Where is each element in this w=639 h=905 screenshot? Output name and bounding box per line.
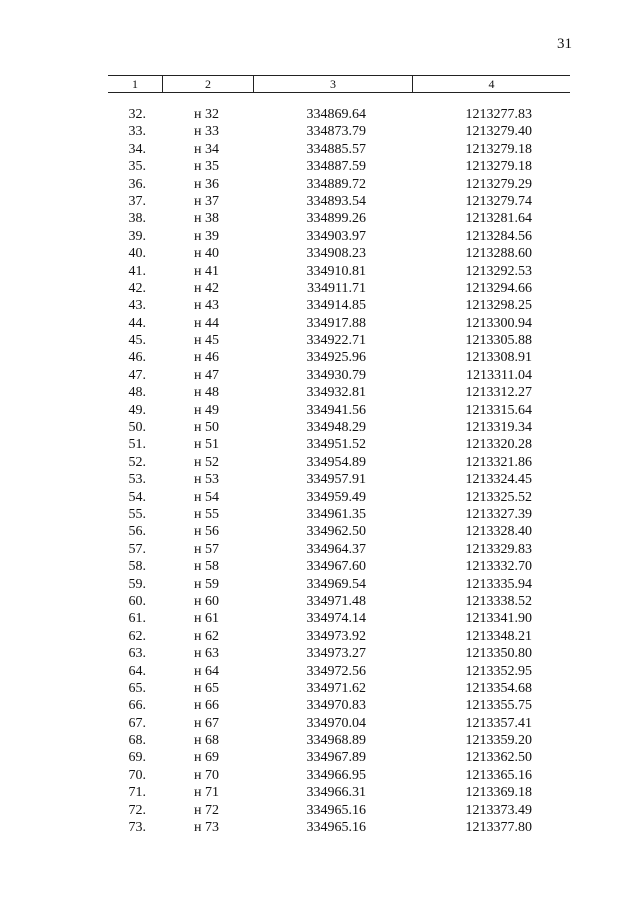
table-row bbox=[0, 628, 639, 645]
coordinate-x: 334973.27 bbox=[306, 646, 366, 662]
table-row bbox=[0, 732, 639, 749]
row-number: 53. bbox=[128, 472, 146, 488]
table-row bbox=[0, 263, 639, 280]
table-row bbox=[0, 697, 639, 714]
coordinate-y: 1213357.41 bbox=[465, 715, 532, 731]
coordinate-y: 1213284.56 bbox=[465, 228, 532, 244]
coordinate-y: 1213311.04 bbox=[466, 367, 532, 383]
coordinate-y: 1213352.95 bbox=[465, 663, 532, 679]
table-row bbox=[0, 784, 639, 801]
coordinate-x: 334922.71 bbox=[306, 333, 366, 349]
coordinate-y: 1213305.88 bbox=[465, 333, 532, 349]
row-number: 33. bbox=[128, 124, 146, 140]
coordinate-y: 1213350.80 bbox=[465, 646, 532, 662]
coordinate-x: 334911.71 bbox=[307, 280, 366, 296]
coordinate-y: 1213279.29 bbox=[465, 176, 532, 192]
header-col-2: 2 bbox=[205, 77, 211, 91]
row-number: 68. bbox=[128, 733, 146, 749]
row-number: 45. bbox=[128, 333, 146, 349]
table-row bbox=[0, 663, 639, 680]
table-row bbox=[0, 367, 639, 384]
table-row bbox=[0, 106, 639, 123]
point-label: н 39 bbox=[194, 228, 219, 244]
table-row bbox=[0, 193, 639, 210]
coordinate-x: 334889.72 bbox=[306, 176, 366, 192]
coordinate-x: 334974.14 bbox=[306, 611, 366, 627]
row-number: 52. bbox=[128, 454, 146, 470]
point-label: н 34 bbox=[194, 141, 219, 157]
table-row bbox=[0, 297, 639, 314]
table-row bbox=[0, 749, 639, 766]
coordinate-x: 334968.89 bbox=[306, 733, 366, 749]
point-label: н 72 bbox=[194, 802, 219, 818]
coordinate-y: 1213277.83 bbox=[465, 107, 532, 122]
coordinate-x: 334967.89 bbox=[306, 750, 366, 766]
row-number: 38. bbox=[128, 211, 146, 227]
point-label: н 71 bbox=[194, 785, 219, 801]
row-number: 63. bbox=[128, 646, 146, 662]
row-number: 55. bbox=[128, 506, 146, 522]
table-row bbox=[0, 141, 639, 158]
coordinate-x: 334899.26 bbox=[306, 211, 366, 227]
table-row bbox=[0, 454, 639, 471]
coordinate-y: 1213300.94 bbox=[465, 315, 532, 331]
point-label: н 73 bbox=[194, 820, 219, 836]
point-label: н 58 bbox=[194, 559, 219, 575]
coordinate-y: 1213328.40 bbox=[465, 524, 532, 540]
table-row bbox=[0, 610, 639, 627]
row-number: 48. bbox=[128, 385, 146, 401]
point-label: н 48 bbox=[194, 385, 219, 401]
coordinate-y: 1213279.18 bbox=[465, 159, 532, 175]
row-number: 35. bbox=[128, 159, 146, 175]
coordinate-y: 1213321.86 bbox=[465, 454, 532, 470]
coordinate-x: 334887.59 bbox=[306, 159, 366, 175]
table-row bbox=[0, 332, 639, 349]
row-number: 58. bbox=[128, 559, 146, 575]
table-row bbox=[0, 402, 639, 419]
table-row bbox=[0, 228, 639, 245]
table-row bbox=[0, 819, 639, 836]
row-number: 51. bbox=[128, 437, 146, 453]
point-label: н 40 bbox=[194, 246, 219, 262]
coordinate-x: 334951.52 bbox=[306, 437, 366, 453]
point-label: н 59 bbox=[194, 576, 219, 592]
point-label: н 65 bbox=[194, 680, 219, 696]
point-label: н 67 bbox=[194, 715, 219, 731]
header-col-4: 4 bbox=[488, 77, 495, 91]
table-row bbox=[0, 541, 639, 558]
coordinate-y: 1213279.40 bbox=[465, 124, 532, 140]
coordinate-x: 334869.64 bbox=[306, 107, 366, 122]
coordinate-x: 334932.81 bbox=[306, 385, 366, 401]
coordinate-x: 334948.29 bbox=[306, 420, 366, 436]
table-row bbox=[0, 210, 639, 227]
row-number: 54. bbox=[128, 489, 146, 505]
row-number: 60. bbox=[128, 593, 146, 609]
table-row bbox=[0, 802, 639, 819]
coordinate-y: 1213298.25 bbox=[465, 298, 532, 314]
table-row bbox=[0, 680, 639, 697]
point-label: н 69 bbox=[194, 750, 219, 766]
coordinate-x: 334903.97 bbox=[306, 228, 366, 244]
point-label: н 46 bbox=[194, 350, 219, 366]
row-number: 59. bbox=[128, 576, 146, 592]
coordinate-y: 1213279.74 bbox=[465, 193, 532, 209]
coordinate-y: 1213281.64 bbox=[465, 211, 532, 227]
table-row bbox=[0, 176, 639, 193]
row-number: 37. bbox=[128, 193, 146, 209]
coordinate-y: 1213294.66 bbox=[465, 280, 532, 296]
table-row bbox=[0, 245, 639, 262]
table-header bbox=[108, 75, 570, 93]
row-number: 46. bbox=[128, 350, 146, 366]
row-number: 42. bbox=[128, 280, 146, 296]
point-label: н 55 bbox=[194, 506, 219, 522]
row-number: 67. bbox=[128, 715, 146, 731]
table-row bbox=[0, 715, 639, 732]
coordinate-y: 1213373.49 bbox=[465, 802, 532, 818]
row-number: 47. bbox=[128, 367, 146, 383]
row-number: 39. bbox=[128, 228, 146, 244]
point-label: н 33 bbox=[194, 124, 219, 140]
coordinate-y: 1213325.52 bbox=[465, 489, 532, 505]
table-row bbox=[0, 384, 639, 401]
table-row bbox=[0, 280, 639, 297]
point-label: н 50 bbox=[194, 420, 219, 436]
row-number: 70. bbox=[128, 767, 146, 783]
point-label: н 57 bbox=[194, 541, 219, 557]
table-row bbox=[0, 523, 639, 540]
row-number: 65. bbox=[128, 680, 146, 696]
coordinate-x: 334970.83 bbox=[306, 698, 366, 714]
coordinate-y: 1213355.75 bbox=[465, 698, 532, 714]
row-number: 41. bbox=[128, 263, 146, 279]
table-row bbox=[0, 349, 639, 366]
row-number: 40. bbox=[128, 246, 146, 262]
point-label: н 62 bbox=[194, 628, 219, 644]
row-number: 43. bbox=[128, 298, 146, 314]
coordinate-y: 1213288.60 bbox=[465, 246, 532, 262]
point-label: н 52 bbox=[194, 454, 219, 470]
row-number: 50. bbox=[128, 420, 146, 436]
point-label: н 54 bbox=[194, 489, 219, 505]
coordinate-x: 334971.62 bbox=[306, 680, 366, 696]
coordinate-y: 1213348.21 bbox=[465, 628, 532, 644]
page-number: 31 bbox=[557, 36, 572, 52]
coordinate-y: 1213312.27 bbox=[465, 385, 532, 401]
row-number: 49. bbox=[128, 402, 146, 418]
coordinate-y: 1213338.52 bbox=[465, 593, 532, 609]
point-label: н 38 bbox=[194, 211, 219, 227]
coordinate-x: 334966.31 bbox=[306, 785, 366, 801]
coordinate-x: 334969.54 bbox=[306, 576, 366, 592]
coordinate-x: 334972.56 bbox=[306, 663, 366, 679]
row-number: 64. bbox=[128, 663, 146, 679]
coordinate-x: 334971.48 bbox=[306, 593, 366, 609]
table-row bbox=[0, 558, 639, 575]
coordinate-x: 334908.23 bbox=[306, 246, 366, 262]
table-row bbox=[0, 315, 639, 332]
point-label: н 44 bbox=[194, 315, 219, 331]
row-number: 36. bbox=[128, 176, 146, 192]
point-label: н 60 bbox=[194, 593, 219, 609]
coordinate-x: 334965.16 bbox=[306, 802, 366, 818]
point-label: н 63 bbox=[194, 646, 219, 662]
coordinate-y: 1213332.70 bbox=[465, 559, 532, 575]
point-label: н 68 bbox=[194, 733, 219, 749]
coordinate-x: 334961.35 bbox=[306, 506, 366, 522]
point-label: н 47 bbox=[194, 367, 219, 383]
coordinate-x: 334925.96 bbox=[306, 350, 366, 366]
row-number: 32. bbox=[128, 107, 146, 122]
row-number: 34. bbox=[128, 141, 146, 157]
coordinate-y: 1213320.28 bbox=[465, 437, 532, 453]
coordinate-y: 1213329.83 bbox=[465, 541, 532, 557]
table-row bbox=[0, 593, 639, 610]
coordinate-x: 334885.57 bbox=[306, 141, 366, 157]
table-row bbox=[0, 436, 639, 453]
table-row bbox=[0, 506, 639, 523]
coordinate-y: 1213308.91 bbox=[465, 350, 532, 366]
table-row bbox=[0, 576, 639, 593]
coordinate-x: 334914.85 bbox=[306, 298, 366, 314]
coordinate-y: 1213324.45 bbox=[465, 472, 532, 488]
row-number: 44. bbox=[128, 315, 146, 331]
coordinate-x: 334954.89 bbox=[306, 454, 366, 470]
row-number: 72. bbox=[128, 802, 146, 818]
table-row bbox=[0, 158, 639, 175]
row-number: 73. bbox=[128, 820, 146, 836]
coordinate-y: 1213365.16 bbox=[465, 767, 532, 783]
row-number: 71. bbox=[128, 785, 146, 801]
table-row bbox=[0, 767, 639, 784]
coordinate-x: 334973.92 bbox=[306, 628, 366, 644]
coordinate-y: 1213354.68 bbox=[465, 680, 532, 696]
point-label: н 66 bbox=[194, 698, 219, 714]
table-row bbox=[0, 123, 639, 140]
point-label: н 32 bbox=[194, 107, 219, 122]
coordinate-x: 334965.16 bbox=[306, 820, 366, 836]
coordinate-x: 334967.60 bbox=[306, 559, 366, 575]
coordinate-y: 1213279.18 bbox=[465, 141, 532, 157]
table-row bbox=[0, 471, 639, 488]
coordinate-y: 1213319.34 bbox=[465, 420, 532, 436]
coordinate-y: 1213362.50 bbox=[465, 750, 532, 766]
point-label: н 45 bbox=[194, 333, 219, 349]
point-label: н 36 bbox=[194, 176, 219, 192]
coordinate-y: 1213327.39 bbox=[465, 506, 532, 522]
header-col-3: 3 bbox=[330, 77, 336, 91]
row-number: 62. bbox=[128, 628, 146, 644]
point-label: н 41 bbox=[194, 263, 219, 279]
coordinate-x: 334959.49 bbox=[306, 489, 366, 505]
coordinate-x: 334910.81 bbox=[306, 263, 366, 279]
coordinate-x: 334962.50 bbox=[306, 524, 366, 540]
row-number: 61. bbox=[128, 611, 146, 627]
coordinate-x: 334966.95 bbox=[306, 767, 366, 783]
coordinate-x: 334970.04 bbox=[306, 715, 366, 731]
coordinate-y: 1213369.18 bbox=[465, 785, 532, 801]
point-label: н 64 bbox=[194, 663, 219, 679]
coordinate-y: 1213292.53 bbox=[465, 263, 532, 279]
point-label: н 43 bbox=[194, 298, 219, 314]
point-label: н 61 bbox=[194, 611, 219, 627]
coordinate-x: 334917.88 bbox=[306, 315, 366, 331]
coordinate-x: 334964.37 bbox=[306, 541, 366, 557]
coordinate-y: 1213377.80 bbox=[465, 820, 532, 836]
coordinate-x: 334930.79 bbox=[306, 367, 366, 383]
coordinate-y: 1213315.64 bbox=[465, 402, 532, 418]
point-label: н 35 bbox=[194, 159, 219, 175]
coordinate-table-body bbox=[0, 106, 639, 836]
row-number: 66. bbox=[128, 698, 146, 714]
point-label: н 49 bbox=[194, 402, 219, 418]
table-row bbox=[0, 489, 639, 506]
point-label: н 70 bbox=[194, 767, 219, 783]
point-label: н 42 bbox=[194, 280, 219, 296]
point-label: н 53 bbox=[194, 472, 219, 488]
coordinate-y: 1213335.94 bbox=[465, 576, 532, 592]
header-col-1: 1 bbox=[132, 77, 138, 91]
point-label: н 37 bbox=[194, 193, 219, 209]
coordinate-x: 334893.54 bbox=[306, 193, 366, 209]
table-row bbox=[0, 645, 639, 662]
row-number: 56. bbox=[128, 524, 146, 540]
coordinate-x: 334873.79 bbox=[306, 124, 366, 140]
coordinate-x: 334957.91 bbox=[306, 472, 366, 488]
coordinate-y: 1213341.90 bbox=[465, 611, 532, 627]
point-label: н 51 bbox=[194, 437, 219, 453]
coordinate-y: 1213359.20 bbox=[465, 733, 532, 749]
point-label: н 56 bbox=[194, 524, 219, 540]
table-row bbox=[0, 419, 639, 436]
row-number: 57. bbox=[128, 541, 146, 557]
coordinate-x: 334941.56 bbox=[306, 402, 366, 418]
row-number: 69. bbox=[128, 750, 146, 766]
